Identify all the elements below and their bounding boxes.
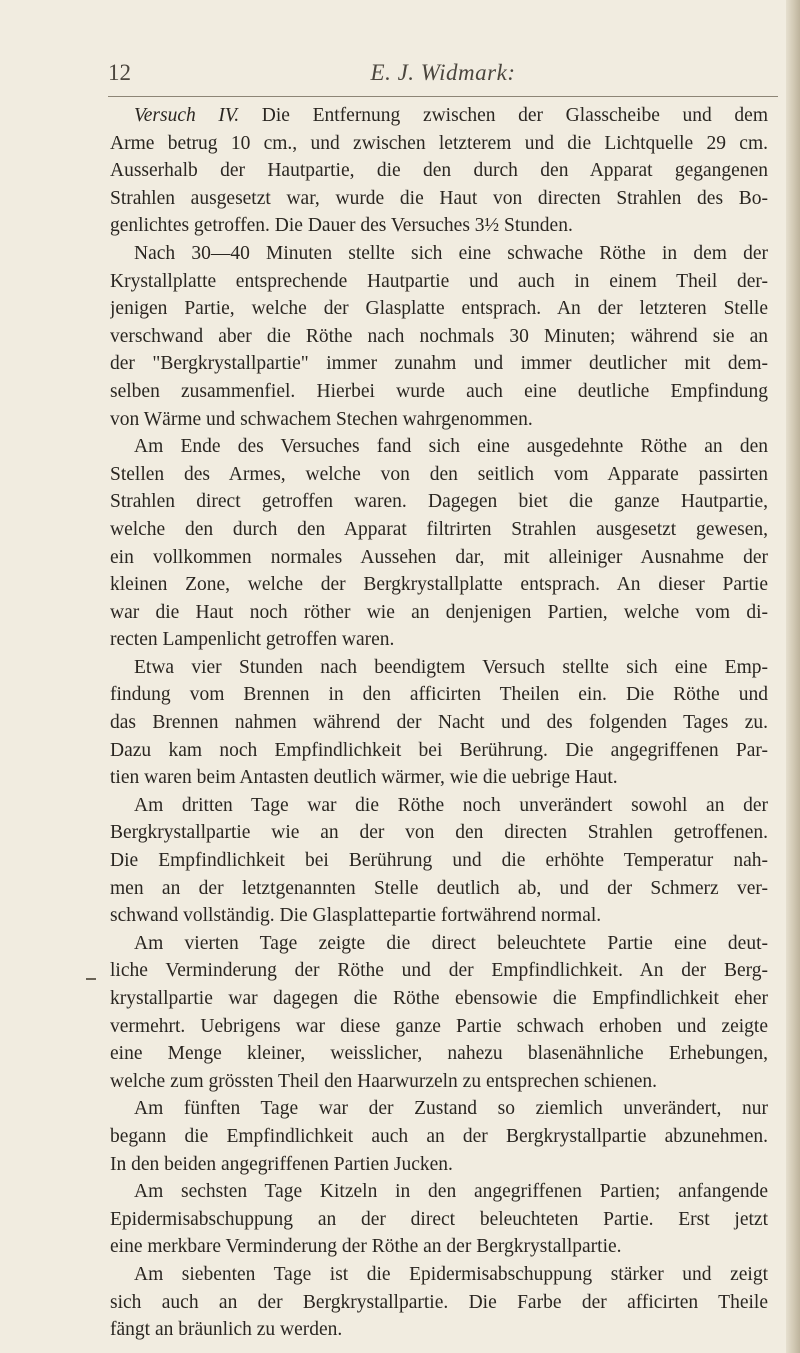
- text-line: krystallpartie war dagegen die Röthe ebensowie die Empfindlichkeit eher: [110, 988, 768, 1009]
- text-line: Etwa vier Stunden nach beendigtem Versuch stellte sich eine Emp-: [134, 656, 768, 678]
- text-line: war die Haut noch röther wie an denjenigen Partien, welche vom di-: [110, 601, 768, 623]
- text-line: Krystallplatte entsprechende Hautpartie und auch in einem Theil der-: [110, 270, 768, 292]
- text-line: Strahlen ausgesetzt war, wurde die Haut von directen Strahlen des Bo-: [110, 187, 768, 209]
- text-line: eine Menge kleiner, weisslicher, nahezu blasenähnliche Erhebungen,: [110, 1043, 768, 1065]
- text-line: eine merkbare Verminderung der Röthe an der Bergkrystallpartie.: [110, 1236, 622, 1258]
- experiment-label: Versuch IV.: [134, 105, 240, 126]
- text-line: Bergkrystallpartie wie an der von den directen Strahlen getroffenen.: [110, 822, 768, 844]
- text-line: welche zum grössten Theil den Haarwurzeln zu entsprechen schienen.: [110, 1070, 658, 1092]
- text-line: schwand vollständig. Die Glasplattepartie fortwährend normal.: [110, 905, 602, 927]
- body-text: [110, 102, 768, 1344]
- page-number: 12: [108, 60, 131, 85]
- text-line: verschwand aber die Röthe nach nochmals 30 Minuten; während sie an: [110, 325, 768, 347]
- text-line: liche Verminderung der Röthe und der Empfindlichkeit. An der Berg-: [110, 960, 768, 982]
- text-line: Arme betrug 10 cm., und zwischen letzterem und die Lichtquelle 29 cm.: [110, 132, 768, 154]
- text-line: Dazu kam noch Empfindlichkeit bei Berührung. Die angegriffenen Par-: [110, 739, 768, 761]
- margin-dash-mark: [86, 978, 96, 980]
- text-line: tien waren beim Antasten deutlich wärmer, wie die uebrige Haut.: [110, 767, 618, 789]
- text-line: kleinen Zone, welche der Bergkrystallplatte entsprach. An dieser Partie: [110, 574, 768, 596]
- text-line: begann die Empfindlichkeit auch an der Bergkrystallpartie abzunehmen.: [110, 1125, 768, 1147]
- text-line: fängt an bräunlich zu werden.: [110, 1319, 343, 1341]
- text-line: selben zusammenfiel. Hierbei wurde auch eine deutliche Empfindung: [110, 380, 768, 402]
- text-line: Am siebenten Tage ist die Epidermisabschuppung stärker und zeigt: [134, 1263, 768, 1285]
- running-head: [108, 56, 778, 97]
- scan-edge-shadow: [786, 0, 800, 1353]
- text-line: genlichtes getroffen. Die Dauer des Versuches 3½ Stunden.: [110, 215, 573, 237]
- text-line: ein vollkommen normales Aussehen dar, mit alleiniger Ausnahme der: [110, 546, 768, 568]
- text-line: [110, 102, 768, 130]
- text-line-content: Die Entfernung zwischen der Glasscheibe und dem: [239, 105, 768, 126]
- text-line: jenigen Partie, welche der Glasplatte entsprach. An der letzteren Stelle: [110, 298, 768, 320]
- text-line: das Brennen nahmen während der Nacht und des folgenden Tages zu.: [110, 712, 768, 734]
- text-line: recten Lampenlicht getroffen waren.: [110, 629, 395, 651]
- text-line: Ausserhalb der Hautpartie, die den durch den Apparat gegangenen: [110, 160, 768, 182]
- text-line: Stellen des Armes, welche von den seitlich vom Apparate passirten: [110, 463, 768, 485]
- text-line: Am fünften Tage war der Zustand so ziemlich unverändert, nur: [134, 1098, 768, 1120]
- text-line: findung vom Brennen in den afficirten Theilen ein. Die Röthe und: [110, 684, 768, 706]
- text-line: der "Bergkrystallpartie" immer zunahm und immer deutlicher mit dem-: [110, 353, 768, 375]
- text-line: Am vierten Tage zeigte die direct beleuchtete Partie eine deut-: [134, 932, 768, 954]
- text-line: Strahlen direct getroffen waren. Dagegen biet die ganze Hautpartie,: [110, 491, 768, 513]
- text-line: Am sechsten Tage Kitzeln in den angegriffenen Partien; anfangende: [134, 1181, 768, 1203]
- text-line: Nach 30—40 Minuten stellte sich eine schwache Röthe in dem der: [134, 242, 768, 264]
- text-line: Am dritten Tage war die Röthe noch unverändert sowohl an der: [134, 794, 768, 816]
- text-line: men an der letztgenannten Stelle deutlich ab, und der Schmerz ver-: [110, 877, 768, 899]
- text-line: von Wärme und schwachem Stechen wahrgenommen.: [110, 408, 533, 430]
- text-line: Die Empfindlichkeit bei Berührung und die erhöhte Temperatur nah-: [110, 850, 768, 872]
- text-line: sich auch an der Bergkrystallpartie. Die Farbe der afficirten Theile: [110, 1291, 768, 1313]
- text-line: welche den durch den Apparat filtrirten Strahlen ausgesetzt gewesen,: [110, 518, 768, 540]
- text-line: Epidermisabschuppung an der direct beleuchteten Partie. Erst jetzt: [110, 1208, 768, 1230]
- text-line: vermehrt. Uebrigens war diese ganze Partie schwach erhoben und zeigte: [110, 1015, 768, 1037]
- text-line: In den beiden angegriffenen Partien Jucken.: [110, 1153, 453, 1175]
- running-head-author: E. J. Widmark:: [370, 60, 516, 85]
- text-line: Am Ende des Versuches fand sich eine ausgedehnte Röthe an den: [134, 436, 768, 458]
